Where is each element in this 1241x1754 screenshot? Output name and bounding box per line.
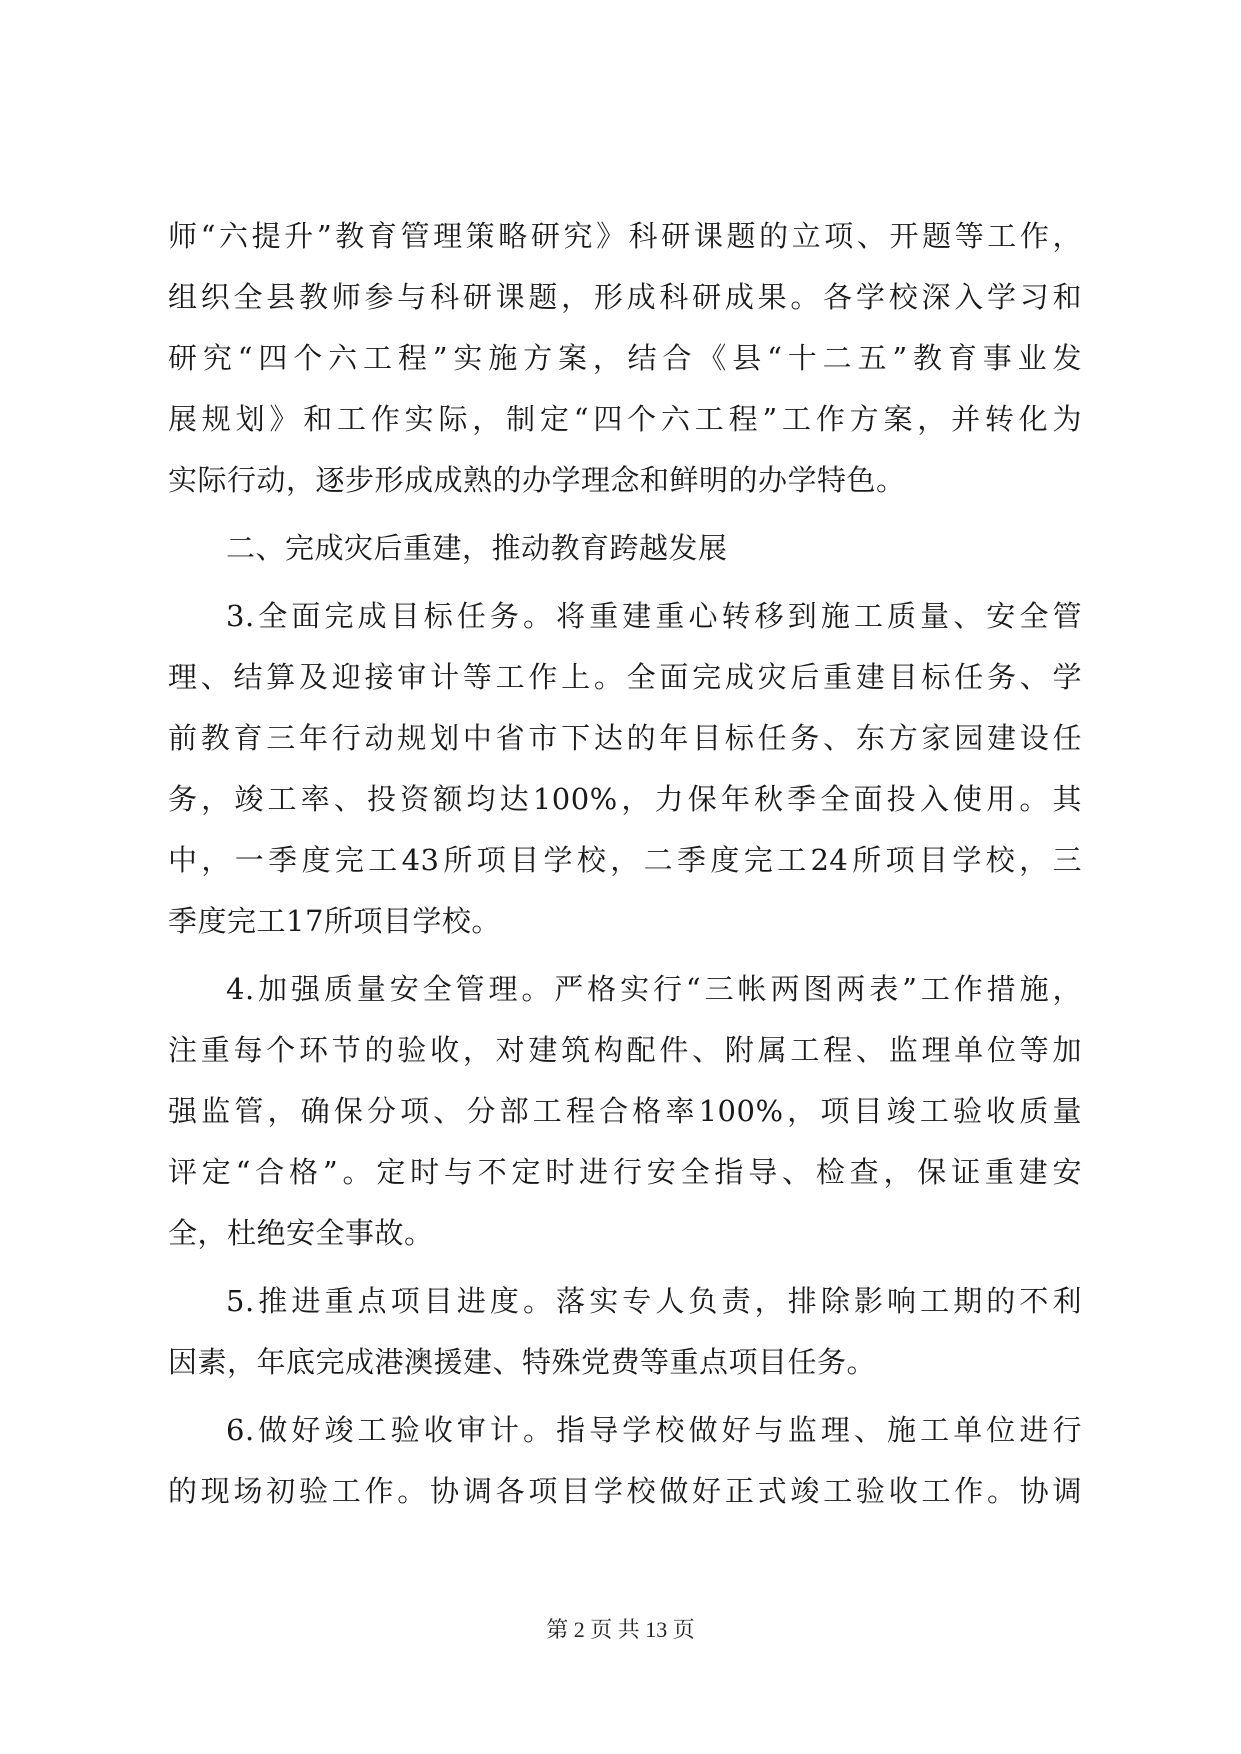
text-line: 前教育三年行动规划中省市下达的年目标任务、东方家园建设任	[168, 721, 1082, 755]
text-line: 评定“合格”。定时与不定时进行安全指导、检查，保证重建安	[168, 1155, 1082, 1189]
text-line: 二、完成灾后重建，推动教育跨越发展	[226, 531, 728, 565]
text-line: 展规划》和工作实际，制定“四个六工程”工作方案，并转化为	[168, 402, 1082, 436]
paragraph-gap	[168, 1393, 1082, 1400]
text-line: 的现场初验工作。协调各项目学校做好正式竣工验收工作。协调	[168, 1474, 1082, 1508]
text-line: 6.做好竣工验收审计。指导学校做好与监理、施工单位进行	[226, 1413, 1082, 1447]
text-line: 5.推进重点项目进度。落实专人负责，排除影响工期的不利	[226, 1284, 1082, 1318]
text-line: 研究“四个六工程”实施方案，结合《县“十二五”教育事业发	[168, 341, 1082, 375]
paragraph-gap	[168, 579, 1082, 586]
text-line: 因素，年底完成港澳援建、特殊党费等重点项目任务。	[168, 1345, 877, 1379]
text-line: 中，一季度完工43所项目学校，二季度完工24所项目学校，三	[168, 843, 1082, 877]
text-line: 师“六提升”教育管理策略研究》科研课题的立项、开题等工作，	[168, 219, 1082, 253]
text-line: 强监管，确保分项、分部工程合格率100%，项目竣工验收质量	[168, 1094, 1082, 1128]
text-line: 3.全面完成目标任务。将重建重心转移到施工质量、安全管	[226, 599, 1082, 633]
text-line: 季度完工17所项目学校。	[168, 904, 501, 938]
paragraph-gap	[168, 511, 1082, 518]
text-line: 实际行动，逐步形成成熟的办学理念和鲜明的办学特色。	[168, 463, 906, 497]
text-line: 全，杜绝安全事故。	[168, 1216, 434, 1250]
text-line: 注重每个环节的验收，对建筑构配件、附属工程、监理单位等加	[168, 1033, 1082, 1067]
document-body	[168, 206, 1082, 1522]
page-footer: 第 2 页 共 13 页	[546, 1617, 695, 1642]
text-line: 4.加强质量安全管理。严格实行“三帐两图两表”工作措施，	[226, 972, 1082, 1006]
paragraph-gap	[168, 1264, 1082, 1271]
text-line: 理、结算及迎接审计等工作上。全面完成灾后重建目标任务、学	[168, 660, 1082, 694]
text-line: 组织全县教师参与科研课题，形成科研成果。各学校深入学习和	[168, 280, 1082, 314]
text-line: 务，竣工率、投资额均达100%，力保年秋季全面投入使用。其	[168, 782, 1082, 816]
paragraph-gap	[168, 952, 1082, 959]
